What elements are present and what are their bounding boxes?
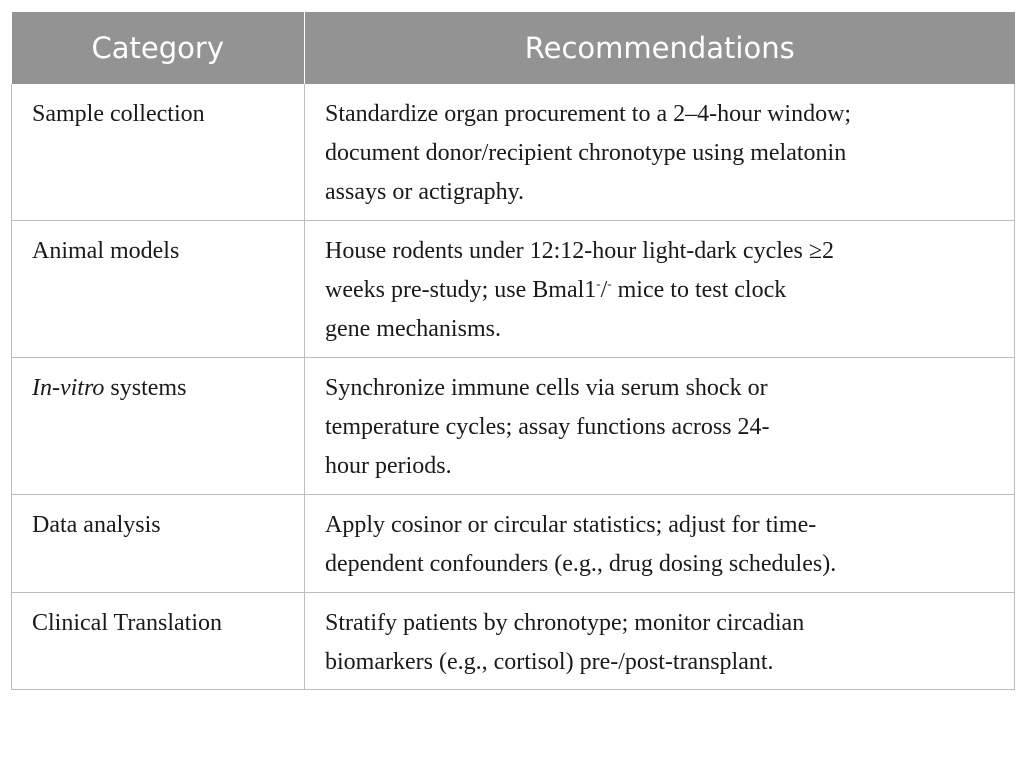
table-row: [12, 220, 1015, 357]
recommendation-line: Stratify patients by chronotype; monitor circadian: [325, 609, 805, 636]
recommendation-line: gene mechanisms.: [325, 315, 501, 342]
slash-text: /: [600, 276, 608, 303]
table-header-row: [12, 12, 1015, 84]
recommendations-table: [11, 12, 1015, 690]
recommendation-line: Synchronize immune cells via serum shock or: [325, 374, 768, 401]
recommendation-cell: [305, 357, 1015, 494]
recommendation-line: House rodents under 12:12-hour light-dark cycles ≥2: [325, 237, 835, 264]
category-cell: Data analysis: [12, 494, 305, 592]
recommendation-line-text: weeks pre-study; use Bmal1: [325, 276, 597, 303]
category-cell: Sample collection: [12, 84, 305, 220]
recommendation-line: dependent confounders (e.g., drug dosing schedules).: [325, 550, 837, 577]
recommendation-line: assays or actigraphy.: [325, 179, 525, 205]
category-italic: In-vitro: [32, 374, 105, 401]
recommendation-cell: [305, 592, 1015, 689]
recommendation-line: Apply cosinor or circular statistics; adjust for time-: [325, 511, 817, 538]
recommendation-cell: [305, 84, 1015, 220]
recommendation-line: hour periods.: [325, 452, 452, 479]
table-row: [12, 84, 1015, 220]
category-cell: Animal models: [12, 220, 305, 357]
superscript-minus: -: [596, 275, 601, 291]
header-category: Category: [12, 12, 305, 84]
recommendation-line-tail: mice to test clock: [611, 276, 787, 303]
recommendation-line: temperature cycles; assay functions across 24-: [325, 413, 770, 440]
table-row: [12, 357, 1015, 494]
table-row: [12, 592, 1015, 689]
category-cell: [12, 357, 305, 494]
recommendation-cell: [305, 494, 1015, 592]
table-row: [12, 494, 1015, 592]
recommendation-line: document donor/recipient chronotype using melatonin: [325, 140, 847, 166]
superscript-minus: -: [607, 275, 612, 291]
recommendation-line: [325, 271, 984, 310]
header-recommendations: Recommendations: [305, 12, 1015, 84]
recommendation-cell: [305, 220, 1015, 357]
category-rest: systems: [104, 374, 187, 401]
recommendations-table-container: [11, 12, 1014, 690]
recommendation-line: Standardize organ procurement to a 2–4-hour window;: [325, 101, 852, 127]
category-cell: Clinical Translation: [12, 592, 305, 689]
recommendation-line: biomarkers (e.g., cortisol) pre-/post-transplant.: [325, 648, 774, 675]
